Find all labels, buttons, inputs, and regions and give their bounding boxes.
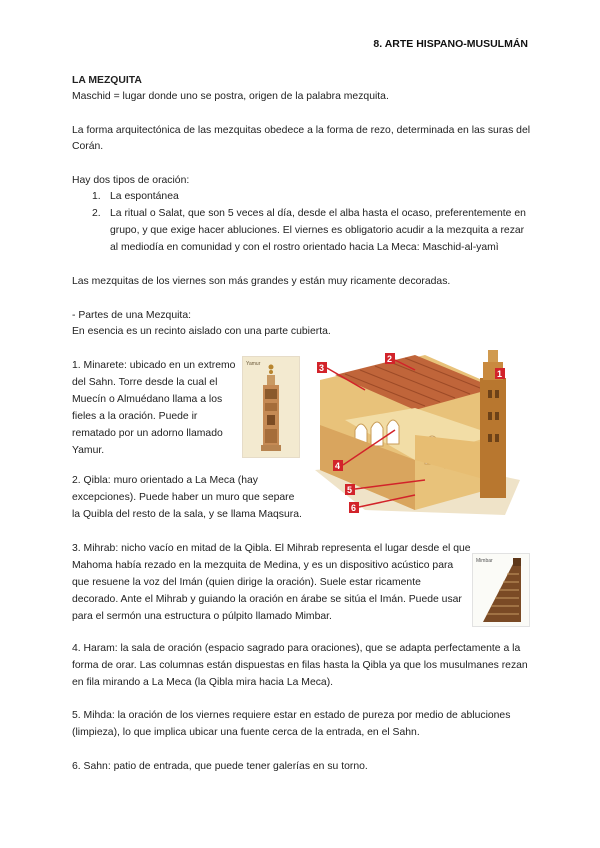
list-item-cont: al mediodía en comunidad y con el rostro orientado hacia La Meca: Maschid-al-yamì [110,242,499,253]
qibla-line: la Quibla del resto de la sala, y se llama Maqsura. [72,509,302,520]
list-item: La ritual o Salat, que son 5 veces al día, desde el alba hasta el ocaso, preferentemente en [110,208,526,219]
mihrab-line: Mahoma había rezado en la mezquita de Medina, y es un dispositivo acústico para [72,560,454,571]
tipos-text: Hay dos tipos de oración: [72,175,190,186]
minaret-image [242,356,300,458]
mosque-illustration [305,350,529,522]
mosque-diagram [305,350,529,522]
label-6: 6 [351,503,357,513]
mihrab-line: para el sermón una estructura o púlpito llamado Mimbar. [72,611,332,622]
minarete-line: Yamur. [72,445,105,456]
minarete-line: fieles a la oración. Puede ir [72,411,198,422]
minaret-caption: Yamur [246,361,261,367]
label-4: 4 [335,461,341,471]
qibla-line: 2. Qibla: muro orientado a La Meca (hay [72,475,258,486]
mihrab-line: que resuene la voz del Imán (quien dirige la oración). Suele estar ricamente [72,577,421,588]
section-title: LA MEZQUITA [72,75,142,86]
minaret-illustration [243,357,299,457]
forma-text-1: La forma arquitectónica de las mezquitas obedece a la forma de rezo, determinada en las suras del [72,125,531,136]
label-2: 2 [387,354,393,364]
minarete-line: 1. Minarete: ubicado en un extremo [72,360,236,371]
haram-line: 4. Haram: la sala de oración (espacio sagrado para oraciones), que se adapta perfectamente a la [72,643,521,654]
forma-text-2: Corán. [72,141,104,152]
partes-title: - Partes de una Mezquita: [72,310,191,321]
list-number: 1. [92,191,101,202]
label-5: 5 [347,485,353,495]
sahn-line: 6. Sahn: patio de entrada, que puede tener galerías en su torno. [72,761,368,772]
mihda-line: (limpieza), lo que implica ubicar una fuente cerca de la entrada, en el Sahn. [72,727,420,738]
haram-line: forma de orar. Las columnas están dispuestas en filas hasta la Qibla ya que los musulmanes rezan [72,660,528,671]
qibla-line: excepciones). Puede haber un muro que separe [72,492,295,503]
mimbar-illustration [473,554,529,626]
mihda-line: 5. Mihda: la oración de los viernes requiere estar en estado de pureza por medio de abluciones [72,710,511,721]
partes-desc: En esencia es un recinto aislado con una parte cubierta. [72,326,331,337]
minarete-line: rematado por un adorno llamado [72,428,223,439]
mimbar-caption: Mimbar [476,558,493,564]
viernes-text: Las mezquitas de los viernes son más grandes y están muy ricamente decoradas. [72,276,451,287]
minarete-line: del Sahn. Torre desde la cual el [72,377,218,388]
label-3: 3 [319,363,325,373]
list-item-cont: grupo, y que exige hacer abluciones. El viernes es obligatorio acudir a la mezquita a rezar [110,225,525,236]
mihrab-line: decorado. Ante el Mihrab y guiando la oración en árabe se sitúa el Imán. Puede usar [72,594,462,605]
list-number: 2. [92,208,101,219]
haram-line: en fila mirando a La Meca (la Qibla mira hacia La Meca). [72,677,334,688]
minarete-line: Muecín o Almuédano llama a los [72,394,223,405]
list-item: La espontánea [110,191,179,202]
page-header-title: 8. ARTE HISPANO-MUSULMÁN [373,38,528,50]
mihrab-line: 3. Mihrab: nicho vacío en mitad de la Qibla. El Mihrab representa el lugar desde el que [72,543,471,554]
maschid-text: Maschid = lugar donde uno se postra, origen de la palabra mezquita. [72,91,389,102]
label-1: 1 [497,369,503,379]
mimbar-image [472,553,530,627]
